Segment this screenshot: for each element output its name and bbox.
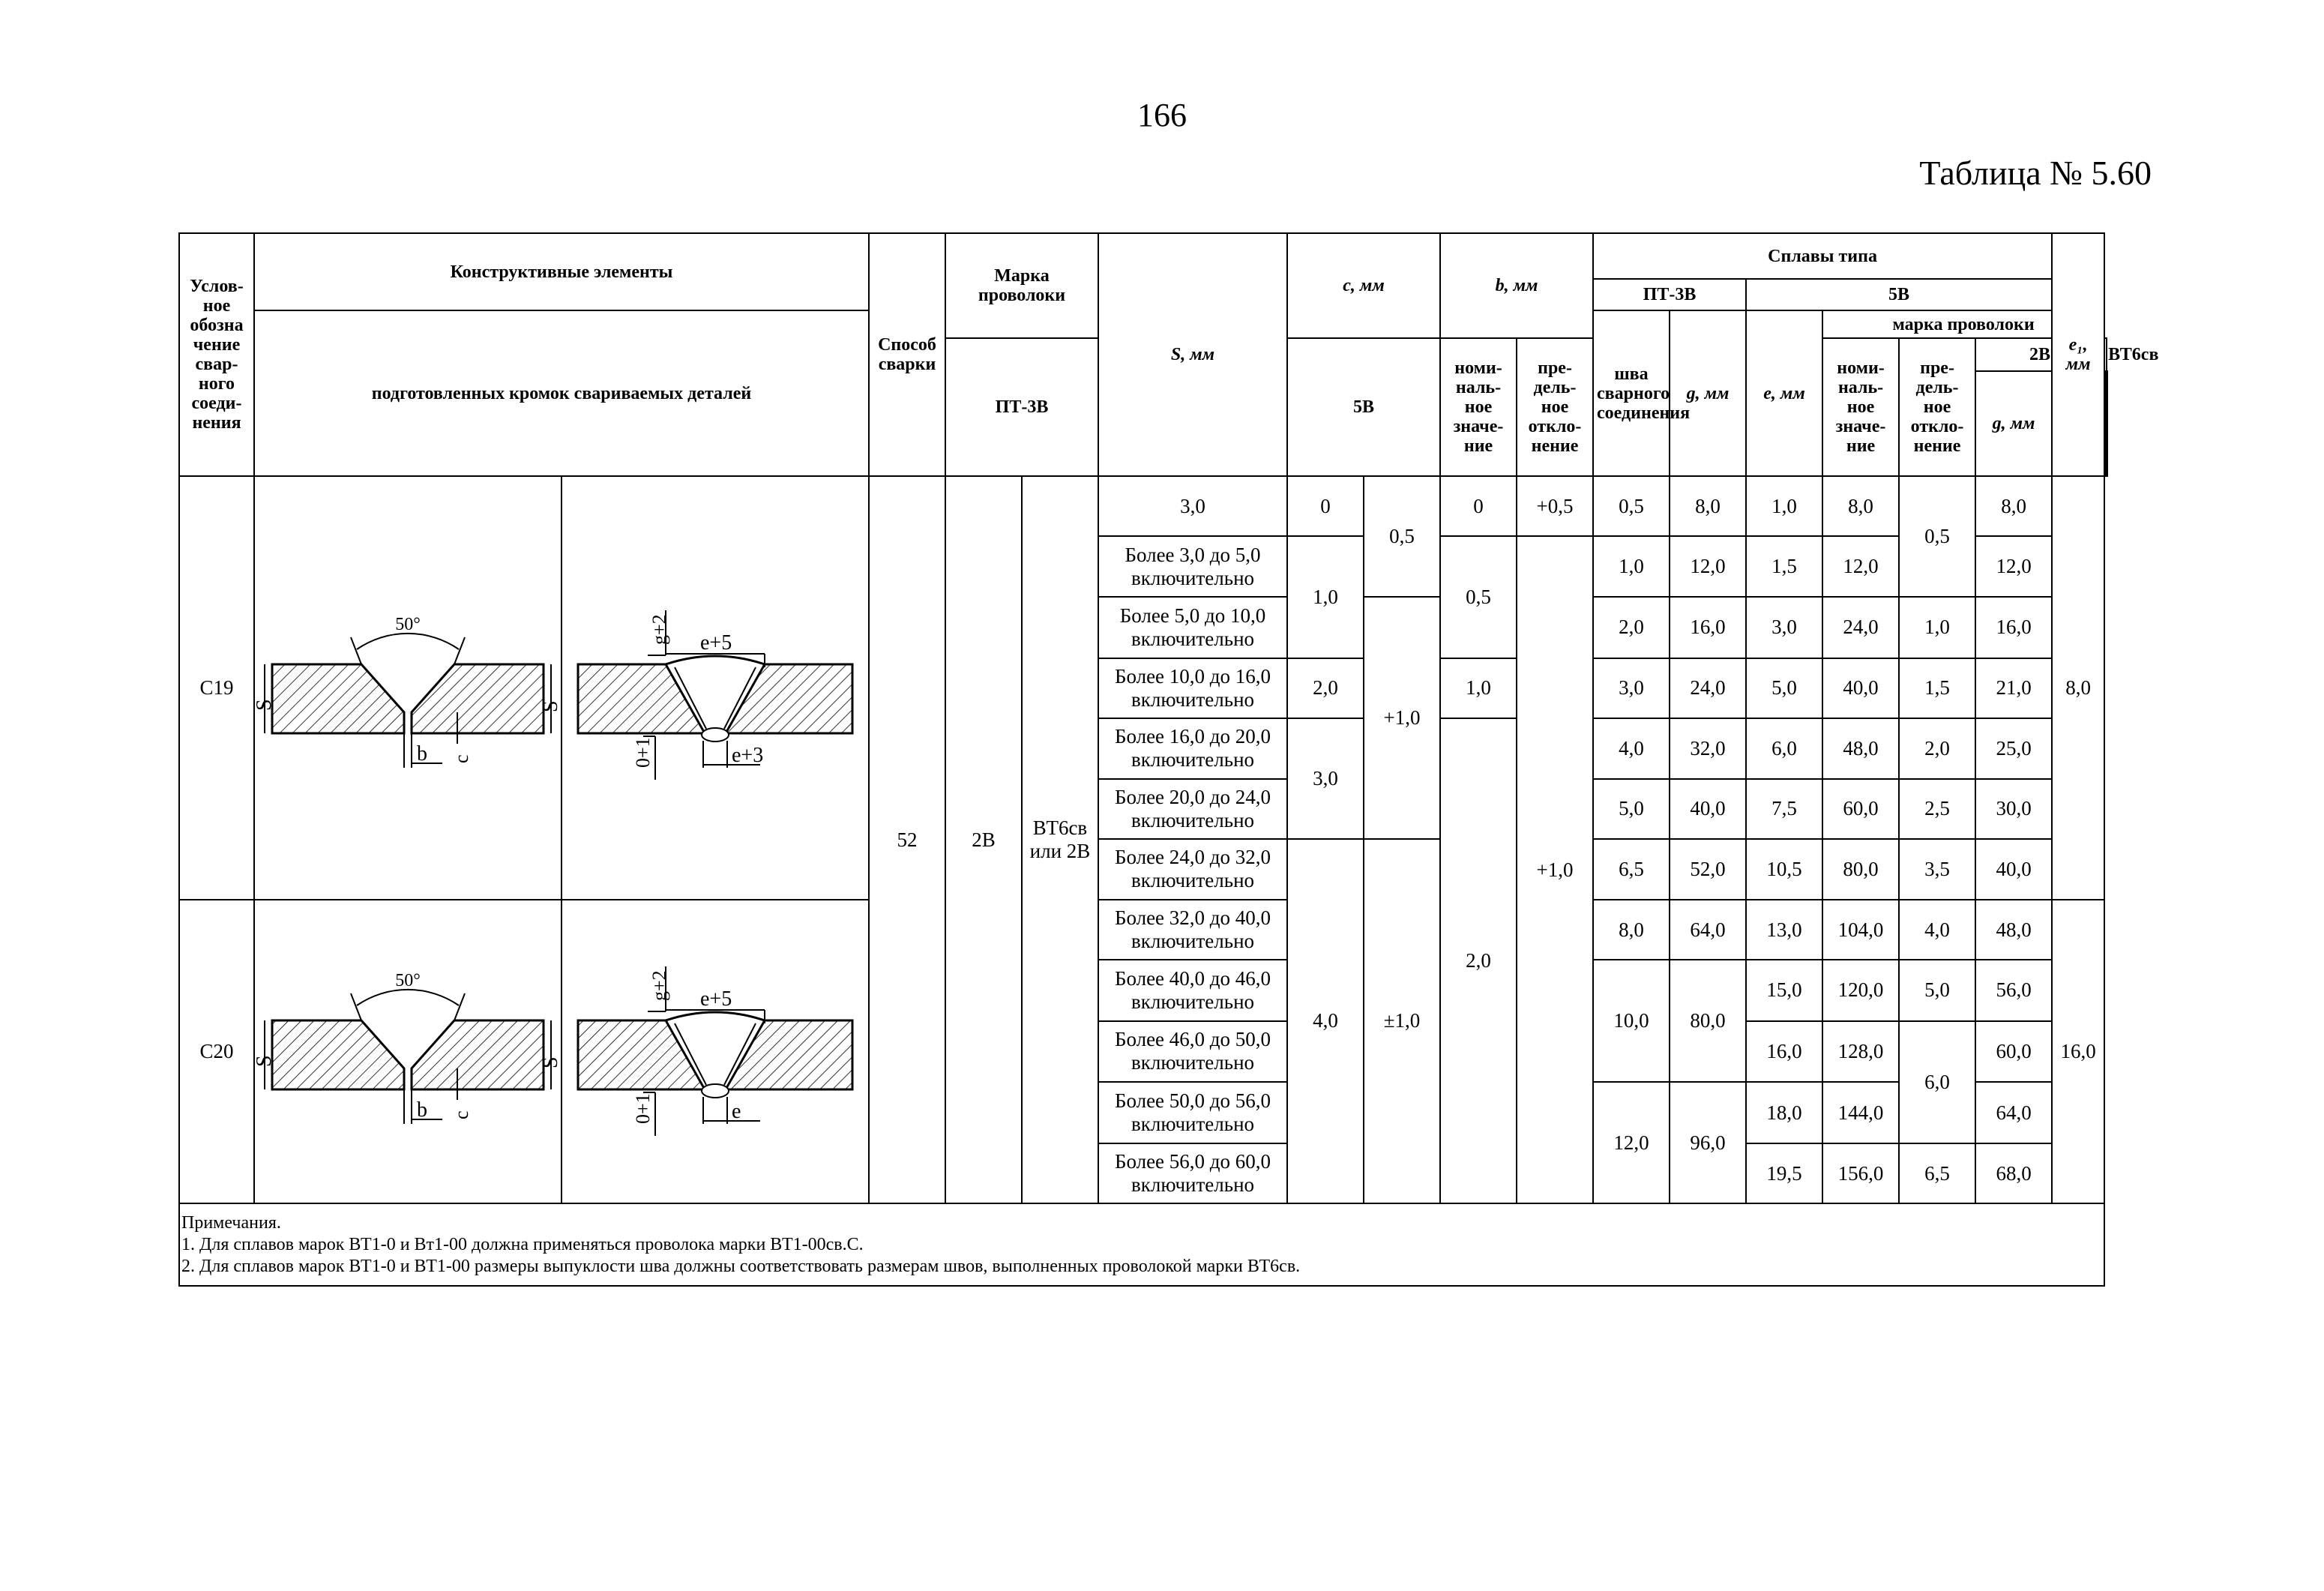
g-2v: 3,0: [1746, 597, 1822, 658]
s-range: Более 20,0 до 24,0 включительно: [1098, 779, 1287, 839]
note-1: 1. Для сплавов марок ВТ1-0 и Вт1-00 должна применяться проволока марки ВТ1-00св.С.: [181, 1234, 864, 1254]
sketch-c20-weld: [562, 900, 869, 1203]
e-2v: 104,0: [1822, 900, 1899, 960]
e-2v: 48,0: [1822, 718, 1899, 779]
e-vt6sv: 60,0: [1975, 1021, 2052, 1083]
b-nominal: 0: [1440, 476, 1517, 536]
g-vt6sv: 2,0: [1899, 718, 1975, 779]
g-2v: 10,5: [1746, 839, 1822, 900]
e-pt3v: 40,0: [1670, 779, 1746, 839]
right-plate: [412, 664, 544, 733]
zero-label: 0+1: [632, 1093, 654, 1124]
s-range: Более 32,0 до 40,0 включительно: [1098, 900, 1287, 960]
gap-label: b: [417, 1098, 427, 1122]
g-vt6sv: 2,5: [1899, 779, 1975, 839]
angle-line: [454, 993, 465, 1020]
header-g-2v: g, мм: [1975, 371, 2052, 476]
weld-root: [702, 728, 729, 742]
c-nominal: 1,0: [1287, 536, 1364, 658]
s-range: Более 46,0 до 50,0 включительно: [1098, 1021, 1287, 1083]
thickness-label: S: [539, 1056, 562, 1068]
e1-label: e: [732, 1100, 741, 1123]
e-pt3v: 52,0: [1670, 839, 1746, 900]
g-vt6sv: 3,5: [1899, 839, 1975, 900]
g-vt6sv: 1,0: [1899, 597, 1975, 658]
angle-line: [454, 637, 465, 664]
b-nominal: 0,5: [1440, 536, 1517, 658]
e1-label: e+3: [732, 744, 764, 767]
header-wire-pt3v: ПТ-3В: [945, 338, 1098, 476]
g-pt3v: 4,0: [1593, 718, 1670, 779]
b-nominal: 1,0: [1440, 658, 1517, 718]
b-deviation: +1,0: [1517, 536, 1593, 1203]
s-range: Более 24,0 до 32,0 включительно: [1098, 839, 1287, 900]
joint-c20: С20: [179, 900, 254, 1203]
welding-method: 52: [869, 476, 945, 1203]
e-vt6sv: 16,0: [1975, 597, 2052, 658]
right-plate: [412, 1020, 544, 1089]
angle-arc: [357, 634, 459, 649]
header-alloys-type: Сплавы типа: [1593, 233, 2052, 279]
wire-5v: ВТ6св или 2В: [1022, 476, 1098, 1203]
thickness-label: S: [253, 1055, 276, 1067]
e-vt6sv: 30,0: [1975, 779, 2052, 839]
left-plate: [272, 1020, 404, 1089]
weld-table-container: [178, 232, 2159, 1287]
c-nominal: 3,0: [1287, 718, 1364, 839]
header-vt6sv: ВТ6св: [2104, 338, 2107, 371]
header-b-mm: b, мм: [1440, 233, 1593, 338]
g-label: g+2: [648, 614, 670, 645]
angle-line: [351, 993, 361, 1020]
g-2v: 19,5: [1746, 1143, 1822, 1203]
s-range: Более 40,0 до 46,0 включительно: [1098, 960, 1287, 1021]
e-vt6sv: 12,0: [1975, 536, 2052, 597]
g-2v: 1,0: [1746, 476, 1822, 536]
s-range: Более 5,0 до 10,0 включительно: [1098, 597, 1287, 658]
g-vt6sv: 4,0: [1899, 900, 1975, 960]
header-2v: 2В: [1975, 338, 2104, 371]
angle-line: [351, 637, 361, 664]
header-pt3v-group: ПТ-3В: [1593, 279, 1746, 310]
thickness-label: S: [253, 699, 276, 711]
e-2v: 128,0: [1822, 1021, 1899, 1083]
e-vt6sv: 68,0: [1975, 1143, 2052, 1203]
g-pt3v: 8,0: [1593, 900, 1670, 960]
notes: [179, 1203, 2104, 1286]
header-design-elements: Конструктивные элементы: [254, 233, 869, 310]
header-designation: Услов-ное обозна чение свар-ного соеди-нения: [179, 233, 254, 476]
e-top-label: e+5: [700, 987, 732, 1011]
c-deviation: ±1,0: [1364, 839, 1440, 1203]
header-c-mm: c, мм: [1287, 233, 1440, 338]
s-range: Более 16,0 до 20,0 включительно: [1098, 718, 1287, 779]
header-e-pt3v: e, мм: [1746, 310, 1822, 476]
e-pt3v: 16,0: [1670, 597, 1746, 658]
e-vt6sv: 48,0: [1975, 900, 2052, 960]
zero-label: 0+1: [632, 737, 654, 768]
e-2v: 156,0: [1822, 1143, 1899, 1203]
g-vt6sv: 6,0: [1899, 1021, 1975, 1143]
table-row: [179, 900, 2107, 960]
header-wire-grade: Марка проволоки: [945, 233, 1098, 338]
root-label: c: [451, 754, 472, 763]
gap-label: b: [417, 742, 427, 766]
e-2v: 120,0: [1822, 960, 1899, 1021]
c-deviation: 0,5: [1364, 476, 1440, 597]
e-pt3v: 96,0: [1670, 1082, 1746, 1203]
g-2v: 13,0: [1746, 900, 1822, 960]
left-plate: [272, 664, 404, 733]
notes-title: Примечания.: [181, 1212, 281, 1233]
g-2v: 7,5: [1746, 779, 1822, 839]
sketch-c20-prepared: [254, 900, 562, 1203]
e-pt3v: 32,0: [1670, 718, 1746, 779]
e-pt3v: 24,0: [1670, 658, 1746, 718]
g-pt3v: 0,5: [1593, 476, 1670, 536]
e-pt3v: 8,0: [1670, 476, 1746, 536]
note-2: 2. Для сплавов марок ВТ1-0 и ВТ1-00 размеры выпуклости шва должны соответствовать размерам швов, выполненных проволокой марки ВТ6св.: [181, 1256, 1301, 1276]
e1-c20: 16,0: [2052, 900, 2104, 1203]
angle-arc: [357, 990, 459, 1005]
header-weld-seam: шва сварного соединения: [1593, 310, 1670, 476]
root-label: c: [451, 1110, 472, 1119]
sketch-c19-prepared: [254, 476, 562, 900]
angle-label: 50°: [395, 971, 421, 990]
e-pt3v: 64,0: [1670, 900, 1746, 960]
e-vt6sv: 25,0: [1975, 718, 2052, 779]
s-range: Более 3,0 до 5,0 включительно: [1098, 536, 1287, 597]
header-c-nominal: номи-наль-ное значе-ние: [1440, 338, 1517, 476]
thickness-label: S: [539, 700, 562, 712]
g-label: g+2: [648, 970, 670, 1001]
table-row: [179, 476, 2107, 536]
c-deviation: +1,0: [1364, 597, 1440, 839]
wire-pt3v: 2В: [945, 476, 1022, 1203]
g-pt3v: 6,5: [1593, 839, 1670, 900]
c-nominal: 2,0: [1287, 658, 1364, 718]
g-2v: 15,0: [1746, 960, 1822, 1021]
joint-c19: С19: [179, 476, 254, 900]
e-top-label: e+5: [700, 631, 732, 655]
s-range: Более 56,0 до 60,0 включительно: [1098, 1143, 1287, 1203]
g-2v: 16,0: [1746, 1021, 1822, 1083]
b-nominal: 2,0: [1440, 718, 1517, 1204]
header-welding-method: Способ сварки: [869, 233, 945, 476]
e-2v: 12,0: [1822, 536, 1899, 597]
sketch-c19-weld: [562, 476, 869, 900]
e-2v: 60,0: [1822, 779, 1899, 839]
s-range: Более 10,0 до 16,0 включительно: [1098, 658, 1287, 718]
header-wire-grade-lower: марка проволоки: [1822, 310, 2104, 338]
b-deviation: +0,5: [1517, 476, 1593, 536]
e1-c19: 8,0: [2052, 476, 2104, 900]
s-range: 3,0: [1098, 476, 1287, 536]
g-pt3v: 10,0: [1593, 960, 1670, 1082]
weld-table: [178, 232, 2159, 1287]
g-pt3v: 1,0: [1593, 536, 1670, 597]
c-nominal: 4,0: [1287, 839, 1364, 1203]
g-2v: 5,0: [1746, 658, 1822, 718]
header-s-mm: S, мм: [1098, 233, 1287, 476]
e-2v: 24,0: [1822, 597, 1899, 658]
g-vt6sv: 6,5: [1899, 1143, 1975, 1203]
header-e1-mm: e₁, мм: [2052, 233, 2104, 476]
e-2v: 40,0: [1822, 658, 1899, 718]
e-vt6sv: 8,0: [1975, 476, 2052, 536]
g-2v: 6,0: [1746, 718, 1822, 779]
e-pt3v: 80,0: [1670, 960, 1746, 1082]
header-c-deviation: пре-дель-ное откло-нение: [1517, 338, 1593, 476]
header-5v-group: 5В: [1746, 279, 2052, 310]
page-number: 166: [1137, 97, 1187, 133]
g-vt6sv: 5,0: [1899, 960, 1975, 1021]
g-pt3v: 5,0: [1593, 779, 1670, 839]
header-prepared-edges: подготовленных кромок свариваемых деталей: [254, 310, 869, 476]
header-b-deviation: пре-дель-ное откло-нение: [1899, 338, 1975, 476]
e-2v: 8,0: [1822, 476, 1899, 536]
header-wire-5v: 5В: [1287, 338, 1440, 476]
angle-label: 50°: [395, 615, 421, 634]
e-vt6sv: 64,0: [1975, 1082, 2052, 1143]
g-2v: 1,5: [1746, 536, 1822, 597]
e-2v: 144,0: [1822, 1082, 1899, 1143]
g-vt6sv: 0,5: [1899, 476, 1975, 597]
g-vt6sv: 1,5: [1899, 658, 1975, 718]
c-nominal: 0: [1287, 476, 1364, 536]
g-pt3v: 3,0: [1593, 658, 1670, 718]
e-2v: 80,0: [1822, 839, 1899, 900]
weld-root: [702, 1084, 729, 1098]
header-g-pt3v: g, мм: [1670, 310, 1746, 476]
g-2v: 18,0: [1746, 1082, 1822, 1143]
table-title: Таблица № 5.60: [1919, 154, 2152, 192]
e-vt6sv: 56,0: [1975, 960, 2052, 1021]
e-pt3v: 12,0: [1670, 536, 1746, 597]
g-pt3v: 12,0: [1593, 1082, 1670, 1203]
header-b-nominal: номи-наль-ное значе-ние: [1822, 338, 1899, 476]
g-pt3v: 2,0: [1593, 597, 1670, 658]
e-vt6sv: 40,0: [1975, 839, 2052, 900]
s-range: Более 50,0 до 56,0 включительно: [1098, 1082, 1287, 1143]
e-vt6sv: 21,0: [1975, 658, 2052, 718]
